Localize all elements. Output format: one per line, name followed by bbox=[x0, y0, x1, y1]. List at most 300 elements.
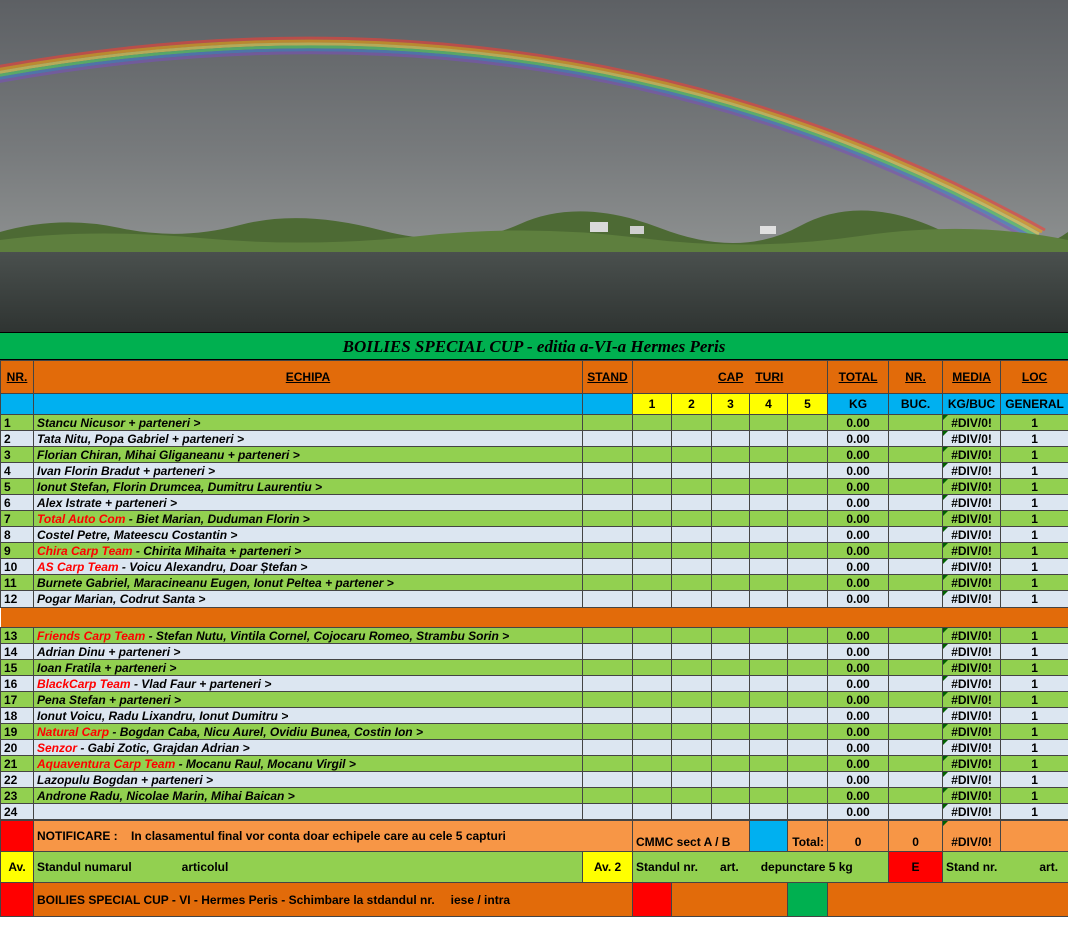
row-turn-2[interactable] bbox=[672, 463, 712, 479]
separator-cell bbox=[1, 608, 1068, 628]
team-members: - Chirita Mihaita + parteneri > bbox=[132, 543, 302, 558]
row-turn-2[interactable] bbox=[672, 479, 712, 495]
row-turn-5[interactable] bbox=[788, 660, 828, 676]
row-nr-buc[interactable] bbox=[889, 644, 943, 660]
row-nr: 15 bbox=[1, 660, 34, 676]
row-turn-2[interactable] bbox=[672, 644, 712, 660]
row-nr: 7 bbox=[1, 511, 34, 527]
row-turn-4[interactable] bbox=[750, 756, 788, 772]
row-turn-2[interactable] bbox=[672, 676, 712, 692]
row-turn-5[interactable] bbox=[788, 431, 828, 447]
header-turi: TURI bbox=[755, 370, 784, 384]
row-media: #DIV/0! bbox=[943, 628, 1001, 644]
row-total-kg: 0.00 bbox=[828, 724, 889, 740]
row-turn-5[interactable] bbox=[788, 415, 828, 431]
team-members: Lazopulu Bogdan + parteneri > bbox=[37, 772, 214, 787]
row-nr-buc[interactable] bbox=[889, 692, 943, 708]
row-nr-buc[interactable] bbox=[889, 495, 943, 511]
subheader-blank bbox=[1, 394, 34, 415]
row-stand[interactable] bbox=[583, 756, 633, 772]
row-turn-1[interactable] bbox=[633, 724, 672, 740]
row-turn-5[interactable] bbox=[788, 756, 828, 772]
row-turn-1[interactable] bbox=[633, 708, 672, 724]
row-nr: 13 bbox=[1, 628, 34, 644]
row-stand[interactable] bbox=[583, 527, 633, 543]
subheader-row bbox=[1, 394, 1068, 415]
row-nr-buc[interactable] bbox=[889, 660, 943, 676]
row-loc: 1 bbox=[1001, 591, 1068, 608]
row-turn-3[interactable] bbox=[712, 415, 750, 431]
team-members: Burnete Gabriel, Maracineanu Eugen, Ionut Peltea + partener > bbox=[37, 575, 394, 590]
row-stand[interactable] bbox=[583, 559, 633, 575]
row-media: #DIV/0! bbox=[943, 447, 1001, 463]
row-turn-1[interactable] bbox=[633, 660, 672, 676]
row-turn-2[interactable] bbox=[672, 511, 712, 527]
row-turn-1[interactable] bbox=[633, 559, 672, 575]
row-turn-3[interactable] bbox=[712, 628, 750, 644]
row-media: #DIV/0! bbox=[943, 543, 1001, 559]
row-turn-2[interactable] bbox=[672, 692, 712, 708]
row-loc: 1 bbox=[1001, 756, 1068, 772]
team-name: Aquaventura Carp Team bbox=[37, 756, 176, 771]
row-turn-2[interactable] bbox=[672, 495, 712, 511]
row-stand[interactable] bbox=[583, 692, 633, 708]
row-nr: 6 bbox=[1, 495, 34, 511]
row-echipa bbox=[34, 431, 583, 447]
row-turn-5[interactable] bbox=[788, 708, 828, 724]
unit-kg-buc: KG/BUC bbox=[943, 394, 1001, 415]
row-turn-3[interactable] bbox=[712, 559, 750, 575]
table-row bbox=[1, 660, 1068, 676]
row-turn-1[interactable] bbox=[633, 511, 672, 527]
row-nr: 8 bbox=[1, 527, 34, 543]
row-turn-3[interactable] bbox=[712, 495, 750, 511]
schimbare-orange-cell bbox=[672, 883, 788, 917]
row-turn-1[interactable] bbox=[633, 692, 672, 708]
stand-nr-text bbox=[943, 852, 1068, 883]
row-nr: 4 bbox=[1, 463, 34, 479]
cmmc-label: CMMC sect A / B bbox=[633, 821, 750, 852]
row-nr-buc[interactable] bbox=[889, 479, 943, 495]
row-turn-1[interactable] bbox=[633, 804, 672, 820]
row-turn-3[interactable] bbox=[712, 591, 750, 608]
row-turn-5[interactable] bbox=[788, 724, 828, 740]
row-turn-1[interactable] bbox=[633, 527, 672, 543]
row-turn-1[interactable] bbox=[633, 495, 672, 511]
row-echipa bbox=[34, 692, 583, 708]
row-turn-4[interactable] bbox=[750, 495, 788, 511]
row-total-kg: 0.00 bbox=[828, 495, 889, 511]
header-stand: STAND bbox=[583, 361, 633, 394]
row-turn-3[interactable] bbox=[712, 676, 750, 692]
unit-kg: KG bbox=[828, 394, 889, 415]
row-turn-4[interactable] bbox=[750, 591, 788, 608]
row-turn-1[interactable] bbox=[633, 447, 672, 463]
row-nr-buc[interactable] bbox=[889, 527, 943, 543]
row-turn-5[interactable] bbox=[788, 527, 828, 543]
team-members: - Bogdan Caba, Nicu Aurel, Ovidiu Bunea, Costin Ion > bbox=[109, 724, 423, 739]
stand-nr: Stand nr. bbox=[946, 860, 998, 874]
row-turn-1[interactable] bbox=[633, 463, 672, 479]
row-turn-2[interactable] bbox=[672, 740, 712, 756]
row-turn-5[interactable] bbox=[788, 511, 828, 527]
team-members: Pena Stefan + parteneri > bbox=[37, 692, 182, 707]
team-members: Pogar Marian, Codrut Santa > bbox=[37, 592, 206, 606]
row-turn-5[interactable] bbox=[788, 740, 828, 756]
page-title: BOILIES SPECIAL CUP - editia a-VI-a Hermes Peris bbox=[0, 332, 1068, 360]
row-echipa bbox=[34, 644, 583, 660]
row-stand[interactable] bbox=[583, 708, 633, 724]
row-total-kg: 0.00 bbox=[828, 479, 889, 495]
row-stand[interactable] bbox=[583, 431, 633, 447]
row-stand[interactable] bbox=[583, 591, 633, 608]
row-turn-3[interactable] bbox=[712, 756, 750, 772]
row-turn-3[interactable] bbox=[712, 543, 750, 559]
av2-art: art. bbox=[720, 860, 739, 874]
row-nr-buc[interactable] bbox=[889, 559, 943, 575]
row-turn-2[interactable] bbox=[672, 575, 712, 591]
row-turn-5[interactable] bbox=[788, 804, 828, 820]
row-media: #DIV/0! bbox=[943, 463, 1001, 479]
row-turn-2[interactable] bbox=[672, 708, 712, 724]
row-turn-4[interactable] bbox=[750, 660, 788, 676]
row-stand[interactable] bbox=[583, 772, 633, 788]
row-turn-3[interactable] bbox=[712, 527, 750, 543]
row-stand[interactable] bbox=[583, 644, 633, 660]
row-turn-3[interactable] bbox=[712, 463, 750, 479]
header-nr-buc: NR. bbox=[889, 361, 943, 394]
row-turn-3[interactable] bbox=[712, 511, 750, 527]
row-total-kg: 0.00 bbox=[828, 660, 889, 676]
row-turn-1[interactable] bbox=[633, 628, 672, 644]
row-turn-4[interactable] bbox=[750, 479, 788, 495]
schimbare-orange-cell-2 bbox=[828, 883, 1068, 917]
team-members: Alex Istrate + parteneri > bbox=[37, 495, 178, 510]
row-echipa bbox=[34, 415, 583, 431]
row-turn-3[interactable] bbox=[712, 692, 750, 708]
row-stand[interactable] bbox=[583, 447, 633, 463]
row-turn-4[interactable] bbox=[750, 804, 788, 820]
row-media: #DIV/0! bbox=[943, 708, 1001, 724]
row-nr-buc[interactable] bbox=[889, 676, 943, 692]
standul-nr: Standul nr. bbox=[636, 860, 699, 874]
row-total-kg: 0.00 bbox=[828, 676, 889, 692]
row-nr-buc[interactable] bbox=[889, 543, 943, 559]
team-members: Androne Radu, Nicolae Marin, Mihai Baican > bbox=[37, 788, 295, 803]
row-nr-buc[interactable] bbox=[889, 511, 943, 527]
team-members: Ioan Fratila + parteneri > bbox=[37, 660, 177, 675]
row-echipa bbox=[34, 772, 583, 788]
row-turn-1[interactable] bbox=[633, 788, 672, 804]
row-stand[interactable] bbox=[583, 463, 633, 479]
row-loc: 1 bbox=[1001, 575, 1068, 591]
row-echipa bbox=[34, 463, 583, 479]
row-turn-3[interactable] bbox=[712, 708, 750, 724]
row-turn-5[interactable] bbox=[788, 447, 828, 463]
row-turn-2[interactable] bbox=[672, 447, 712, 463]
row-echipa bbox=[34, 804, 583, 820]
row-turn-5[interactable] bbox=[788, 692, 828, 708]
av2-label: Av. 2 bbox=[583, 852, 633, 883]
row-media: #DIV/0! bbox=[943, 559, 1001, 575]
row-turn-1[interactable] bbox=[633, 644, 672, 660]
standul-numarul: Standul numarul bbox=[37, 860, 132, 874]
header-echipa: ECHIPA bbox=[34, 361, 583, 394]
row-turn-5[interactable] bbox=[788, 628, 828, 644]
row-nr-buc[interactable] bbox=[889, 628, 943, 644]
row-turn-2[interactable] bbox=[672, 527, 712, 543]
row-loc: 1 bbox=[1001, 628, 1068, 644]
row-turn-1[interactable] bbox=[633, 479, 672, 495]
row-turn-1[interactable] bbox=[633, 575, 672, 591]
notificare-marker bbox=[1, 821, 34, 852]
row-turn-3[interactable] bbox=[712, 479, 750, 495]
table-row bbox=[1, 447, 1068, 463]
row-turn-4[interactable] bbox=[750, 676, 788, 692]
row-turn-4[interactable] bbox=[750, 511, 788, 527]
row-media: #DIV/0! bbox=[943, 644, 1001, 660]
row-nr: 22 bbox=[1, 772, 34, 788]
row-turn-1[interactable] bbox=[633, 740, 672, 756]
row-media: #DIV/0! bbox=[943, 692, 1001, 708]
row-stand[interactable] bbox=[583, 511, 633, 527]
notificare-label: NOTIFICARE : bbox=[37, 829, 118, 843]
row-turn-4[interactable] bbox=[750, 431, 788, 447]
row-nr-buc[interactable] bbox=[889, 463, 943, 479]
table-row bbox=[1, 628, 1068, 644]
row-turn-5[interactable] bbox=[788, 495, 828, 511]
row-total-kg: 0.00 bbox=[828, 740, 889, 756]
row-nr-buc[interactable] bbox=[889, 772, 943, 788]
row-media: #DIV/0! bbox=[943, 740, 1001, 756]
row-turn-5[interactable] bbox=[788, 479, 828, 495]
row-nr: 14 bbox=[1, 644, 34, 660]
row-stand[interactable] bbox=[583, 628, 633, 644]
row-turn-4[interactable] bbox=[750, 447, 788, 463]
schimbare-red-cell bbox=[633, 883, 672, 917]
row-stand[interactable] bbox=[583, 575, 633, 591]
team-name: AS Carp Team bbox=[37, 559, 119, 574]
table-row bbox=[1, 724, 1068, 740]
row-turn-1[interactable] bbox=[633, 772, 672, 788]
row-echipa bbox=[34, 575, 583, 591]
group-separator bbox=[1, 608, 1068, 628]
row-turn-4[interactable] bbox=[750, 692, 788, 708]
header-total: TOTAL bbox=[828, 361, 889, 394]
av1-label: Av. bbox=[1, 852, 34, 883]
row-turn-2[interactable] bbox=[672, 724, 712, 740]
row-turn-1[interactable] bbox=[633, 676, 672, 692]
row-media: #DIV/0! bbox=[943, 527, 1001, 543]
team-members: Adrian Dinu + parteneri > bbox=[37, 644, 181, 659]
row-turn-3[interactable] bbox=[712, 644, 750, 660]
team-name: Friends Carp Team bbox=[37, 628, 146, 643]
row-turn-4[interactable] bbox=[750, 463, 788, 479]
row-echipa bbox=[34, 559, 583, 575]
row-turn-5[interactable] bbox=[788, 788, 828, 804]
row-total-kg: 0.00 bbox=[828, 591, 889, 608]
row-loc: 1 bbox=[1001, 415, 1068, 431]
row-turn-4[interactable] bbox=[750, 543, 788, 559]
row-turn-3[interactable] bbox=[712, 788, 750, 804]
footer-table bbox=[0, 820, 1068, 917]
row-turn-2[interactable] bbox=[672, 543, 712, 559]
row-nr-buc[interactable] bbox=[889, 447, 943, 463]
table-row bbox=[1, 431, 1068, 447]
row-loc: 1 bbox=[1001, 479, 1068, 495]
row-turn-2[interactable] bbox=[672, 591, 712, 608]
table-row bbox=[1, 495, 1068, 511]
table-row bbox=[1, 511, 1068, 527]
row-loc: 1 bbox=[1001, 543, 1068, 559]
row-stand[interactable] bbox=[583, 724, 633, 740]
turn-2: 2 bbox=[672, 394, 712, 415]
row-turn-4[interactable] bbox=[750, 415, 788, 431]
row-turn-4[interactable] bbox=[750, 788, 788, 804]
row-loc: 1 bbox=[1001, 644, 1068, 660]
row-turn-4[interactable] bbox=[750, 559, 788, 575]
row-turn-1[interactable] bbox=[633, 543, 672, 559]
row-turn-2[interactable] bbox=[672, 660, 712, 676]
row-nr-buc[interactable] bbox=[889, 804, 943, 820]
row-turn-5[interactable] bbox=[788, 575, 828, 591]
team-members: Stancu Nicusor + parteneri > bbox=[37, 415, 201, 430]
row-turn-5[interactable] bbox=[788, 644, 828, 660]
row-turn-4[interactable] bbox=[750, 575, 788, 591]
row-turn-1[interactable] bbox=[633, 431, 672, 447]
row-turn-1[interactable] bbox=[633, 756, 672, 772]
row-turn-5[interactable] bbox=[788, 676, 828, 692]
row-turn-3[interactable] bbox=[712, 724, 750, 740]
row-echipa bbox=[34, 660, 583, 676]
row-stand[interactable] bbox=[583, 676, 633, 692]
row-nr-buc[interactable] bbox=[889, 788, 943, 804]
row-turn-4[interactable] bbox=[750, 740, 788, 756]
row-media: #DIV/0! bbox=[943, 591, 1001, 608]
row-turn-3[interactable] bbox=[712, 740, 750, 756]
table-row bbox=[1, 756, 1068, 772]
row-turn-4[interactable] bbox=[750, 724, 788, 740]
row-turn-1[interactable] bbox=[633, 591, 672, 608]
table-row bbox=[1, 740, 1068, 756]
row-turn-4[interactable] bbox=[750, 708, 788, 724]
row-nr: 11 bbox=[1, 575, 34, 591]
row-turn-2[interactable] bbox=[672, 628, 712, 644]
row-stand[interactable] bbox=[583, 495, 633, 511]
team-members: - Vlad Faur + parteneri > bbox=[130, 676, 272, 691]
avertisment-row bbox=[1, 852, 1068, 883]
row-loc: 1 bbox=[1001, 676, 1068, 692]
row-turn-2[interactable] bbox=[672, 772, 712, 788]
row-total-kg: 0.00 bbox=[828, 628, 889, 644]
e-label: E bbox=[889, 852, 943, 883]
row-total-kg: 0.00 bbox=[828, 431, 889, 447]
row-echipa bbox=[34, 708, 583, 724]
row-total-kg: 0.00 bbox=[828, 543, 889, 559]
team-members: Ionut Voicu, Radu Lixandru, Ionut Dumitru > bbox=[37, 708, 289, 723]
row-nr-buc[interactable] bbox=[889, 724, 943, 740]
row-stand[interactable] bbox=[583, 804, 633, 820]
row-stand[interactable] bbox=[583, 415, 633, 431]
row-loc: 1 bbox=[1001, 804, 1068, 820]
table-row bbox=[1, 543, 1068, 559]
notificare-text: In clasamentul final vor conta doar echipele care au cele 5 capturi bbox=[131, 829, 506, 843]
schimbare-marker bbox=[1, 883, 34, 917]
table-row bbox=[1, 676, 1068, 692]
table-row bbox=[1, 575, 1068, 591]
row-stand[interactable] bbox=[583, 788, 633, 804]
row-nr-buc[interactable] bbox=[889, 591, 943, 608]
row-total-kg: 0.00 bbox=[828, 692, 889, 708]
row-turn-4[interactable] bbox=[750, 772, 788, 788]
row-turn-5[interactable] bbox=[788, 463, 828, 479]
row-stand[interactable] bbox=[583, 479, 633, 495]
row-echipa bbox=[34, 788, 583, 804]
row-stand[interactable] bbox=[583, 660, 633, 676]
row-turn-4[interactable] bbox=[750, 628, 788, 644]
schimbare-row bbox=[1, 883, 1068, 917]
team-members: Ivan Florin Bradut + parteneri > bbox=[37, 463, 216, 478]
team-name: Senzor bbox=[37, 740, 78, 755]
row-nr-buc[interactable] bbox=[889, 756, 943, 772]
row-turn-4[interactable] bbox=[750, 527, 788, 543]
row-nr-buc[interactable] bbox=[889, 431, 943, 447]
row-stand[interactable] bbox=[583, 740, 633, 756]
row-nr: 10 bbox=[1, 559, 34, 575]
row-media: #DIV/0! bbox=[943, 431, 1001, 447]
row-turn-3[interactable] bbox=[712, 804, 750, 820]
row-turn-5[interactable] bbox=[788, 543, 828, 559]
row-nr-buc[interactable] bbox=[889, 415, 943, 431]
row-turn-2[interactable] bbox=[672, 788, 712, 804]
row-turn-3[interactable] bbox=[712, 772, 750, 788]
row-turn-5[interactable] bbox=[788, 591, 828, 608]
row-nr-buc[interactable] bbox=[889, 708, 943, 724]
table-row bbox=[1, 527, 1068, 543]
row-turn-3[interactable] bbox=[712, 447, 750, 463]
row-turn-4[interactable] bbox=[750, 644, 788, 660]
articolul: articolul bbox=[181, 860, 229, 874]
row-loc: 1 bbox=[1001, 772, 1068, 788]
row-turn-2[interactable] bbox=[672, 431, 712, 447]
header-cap-turi bbox=[633, 361, 828, 394]
row-media: #DIV/0! bbox=[943, 756, 1001, 772]
row-turn-5[interactable] bbox=[788, 772, 828, 788]
table-row bbox=[1, 692, 1068, 708]
row-turn-1[interactable] bbox=[633, 415, 672, 431]
row-total-kg: 0.00 bbox=[828, 575, 889, 591]
team-members: Ionut Stefan, Florin Drumcea, Dumitru Laurentiu > bbox=[37, 479, 323, 494]
row-echipa bbox=[34, 724, 583, 740]
row-turn-2[interactable] bbox=[672, 804, 712, 820]
row-total-kg: 0.00 bbox=[828, 559, 889, 575]
row-nr: 17 bbox=[1, 692, 34, 708]
row-turn-3[interactable] bbox=[712, 431, 750, 447]
row-turn-2[interactable] bbox=[672, 559, 712, 575]
row-turn-3[interactable] bbox=[712, 660, 750, 676]
row-turn-2[interactable] bbox=[672, 415, 712, 431]
row-turn-3[interactable] bbox=[712, 575, 750, 591]
table-row bbox=[1, 708, 1068, 724]
row-nr-buc[interactable] bbox=[889, 740, 943, 756]
row-turn-5[interactable] bbox=[788, 559, 828, 575]
row-stand[interactable] bbox=[583, 543, 633, 559]
row-media: #DIV/0! bbox=[943, 495, 1001, 511]
team-name: Total Auto Com bbox=[37, 511, 126, 526]
row-media: #DIV/0! bbox=[943, 676, 1001, 692]
row-nr-buc[interactable] bbox=[889, 575, 943, 591]
row-turn-2[interactable] bbox=[672, 756, 712, 772]
